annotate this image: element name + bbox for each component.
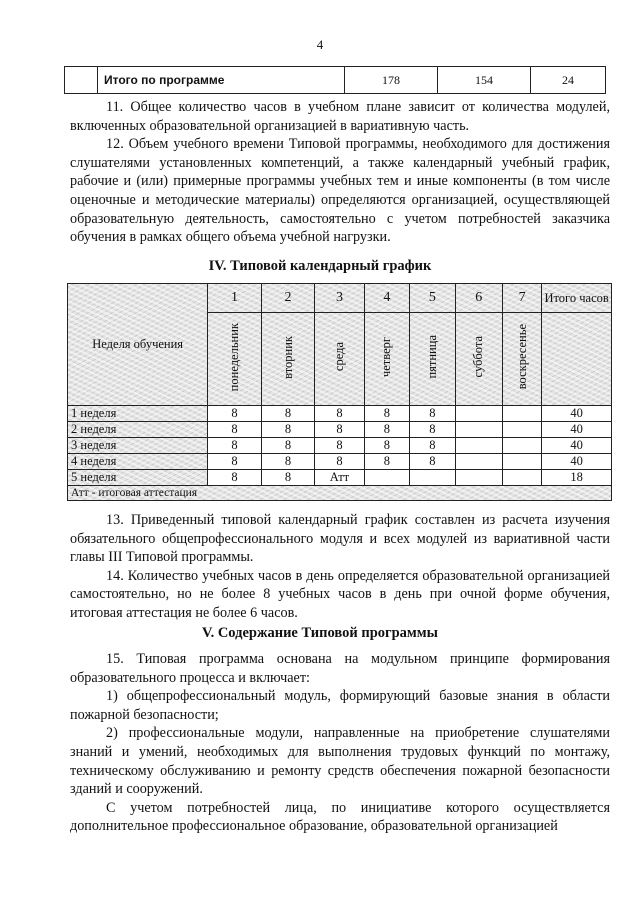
hours-cell: Атт	[315, 470, 364, 486]
day-name-cell	[315, 313, 364, 406]
hours-cell: 8	[315, 438, 364, 454]
hours-cell: 8	[410, 454, 455, 470]
schedule-table	[67, 283, 612, 501]
day-name: воскресенье	[514, 324, 529, 390]
hours-cell: 8	[208, 406, 261, 422]
week-total: 18	[542, 470, 612, 486]
hours-cell-empty	[455, 470, 502, 486]
total-header: Итого часов	[542, 284, 612, 313]
day-name-cell	[208, 313, 261, 406]
paragraph-15: 15. Типовая программа основана на модульном принципе формирования образовательного процесса и включает:	[70, 651, 610, 686]
hours-cell-empty	[502, 422, 541, 438]
paragraph-13: 13. Приведенный типовой календарный график составлен из расчета изучения обязательного общепрофессионального модуля и всех модулей из вариативной части главы III Типовой программы.	[70, 512, 610, 566]
text-block-middle	[70, 511, 610, 623]
summary-row	[65, 67, 606, 94]
hours-cell: 8	[261, 454, 314, 470]
day-name: среда	[331, 342, 346, 372]
list-item-2: 2) профессиональные модули, направленные на приобретение слушателями знаний и умений, необходимых для выполнения трудовых функций по монтажу, техническому обслуживанию и ремонту средств обеспечения пожарной безопасности зданий и сооружений.	[70, 725, 610, 798]
hours-cell-empty	[502, 438, 541, 454]
summary-value-2: 154	[438, 67, 531, 94]
paragraph-14: 14. Количество учебных часов в день определяется образовательной организацией самостоятельно, но не более 8 учебных часов в день при очной форме обучения, итоговая аттестация не более 6 часов.	[70, 567, 610, 621]
hours-cell-empty	[455, 454, 502, 470]
day-number: 3	[315, 284, 364, 313]
day-number: 1	[208, 284, 261, 313]
summary-table	[64, 66, 606, 94]
table-row	[68, 454, 612, 470]
hours-cell-empty	[455, 422, 502, 438]
text-block-bottom	[70, 650, 610, 836]
hours-cell-empty	[502, 454, 541, 470]
schedule-header-row	[68, 284, 612, 313]
hours-cell: 8	[364, 438, 409, 454]
hours-cell: 8	[410, 422, 455, 438]
hours-cell	[410, 470, 455, 486]
hours-cell: 8	[364, 406, 409, 422]
hours-cell: 8	[315, 422, 364, 438]
total-header-blank	[542, 313, 612, 406]
day-name-cell	[455, 313, 502, 406]
hours-cell: 8	[410, 406, 455, 422]
hours-cell-empty	[455, 406, 502, 422]
hours-cell	[364, 470, 409, 486]
table-footnote: Атт - итоговая аттестация	[68, 486, 612, 501]
hours-cell: 8	[261, 438, 314, 454]
hours-cell: 8	[364, 454, 409, 470]
week-label: 5 неделя	[68, 470, 208, 486]
day-number: 7	[502, 284, 541, 313]
hours-cell-empty	[502, 470, 541, 486]
hours-cell: 8	[315, 406, 364, 422]
hours-cell: 8	[208, 422, 261, 438]
table-row	[68, 438, 612, 454]
week-header: Неделя обучения	[68, 284, 208, 406]
day-number: 4	[364, 284, 409, 313]
hours-cell: 8	[208, 470, 261, 486]
day-number: 6	[455, 284, 502, 313]
hours-cell: 8	[261, 470, 314, 486]
hours-cell: 8	[208, 454, 261, 470]
day-name: пятница	[424, 335, 439, 379]
week-total: 40	[542, 454, 612, 470]
summary-label: Итого по программе	[98, 67, 345, 94]
summary-value-3: 24	[531, 67, 606, 94]
footnote-row	[68, 486, 612, 501]
paragraph-12: 12. Объем учебного времени Типовой программы, необходимого для достижения слушателями установленных компетенций, а также календарный учебный график, рабочие и (или) примерные программы учебных тем и иные компоненты (в том числе оценочные и методические материалы) определяются организацией, осуществляющей образовательную деятельность, самостоятельно с учетом потребностей заказчика обучения в рамках общего объема учебной нагрузки.	[70, 136, 610, 246]
table-row	[68, 470, 612, 486]
section-4-title: IV. Типовой календарный график	[208, 258, 432, 274]
week-total: 40	[542, 438, 612, 454]
summary-value-total: 178	[345, 67, 438, 94]
section-5-title: V. Содержание Типовой программы	[201, 625, 439, 641]
paragraph-last: С учетом потребностей лица, по инициативе которого осуществляется дополнительное профессиональное образование, образовательной организацией	[70, 799, 610, 835]
week-label: 4 неделя	[68, 454, 208, 470]
paragraph-11: 11. Общее количество часов в учебном плане зависит от количества модулей, включенных образовательной организацией в вариативную часть.	[70, 99, 610, 134]
day-name: вторник	[280, 335, 295, 379]
hours-cell-empty	[455, 438, 502, 454]
week-label: 2 неделя	[68, 422, 208, 438]
summary-index-cell	[65, 67, 98, 94]
week-label: 3 неделя	[68, 438, 208, 454]
day-name-cell	[410, 313, 455, 406]
day-name: суббота	[471, 336, 486, 378]
hours-cell: 8	[208, 438, 261, 454]
day-name-cell	[364, 313, 409, 406]
week-label: 1 неделя	[68, 406, 208, 422]
list-item-1: 1) общепрофессиональный модуль, формирующий базовые знания в области пожарной безопасности;	[70, 688, 610, 723]
hours-cell: 8	[261, 406, 314, 422]
hours-cell: 8	[315, 454, 364, 470]
page-number: 4	[316, 37, 324, 52]
day-number: 5	[410, 284, 455, 313]
day-number: 2	[261, 284, 314, 313]
day-name-cell	[261, 313, 314, 406]
hours-cell-empty	[502, 406, 541, 422]
table-row	[68, 406, 612, 422]
day-name: четверг	[379, 336, 394, 378]
hours-cell: 8	[261, 422, 314, 438]
hours-cell: 8	[364, 422, 409, 438]
hours-cell: 8	[410, 438, 455, 454]
week-total: 40	[542, 422, 612, 438]
day-name: понедельник	[227, 322, 242, 392]
table-row	[68, 422, 612, 438]
week-total: 40	[542, 406, 612, 422]
day-name-cell	[502, 313, 541, 406]
text-block-top	[70, 98, 610, 247]
